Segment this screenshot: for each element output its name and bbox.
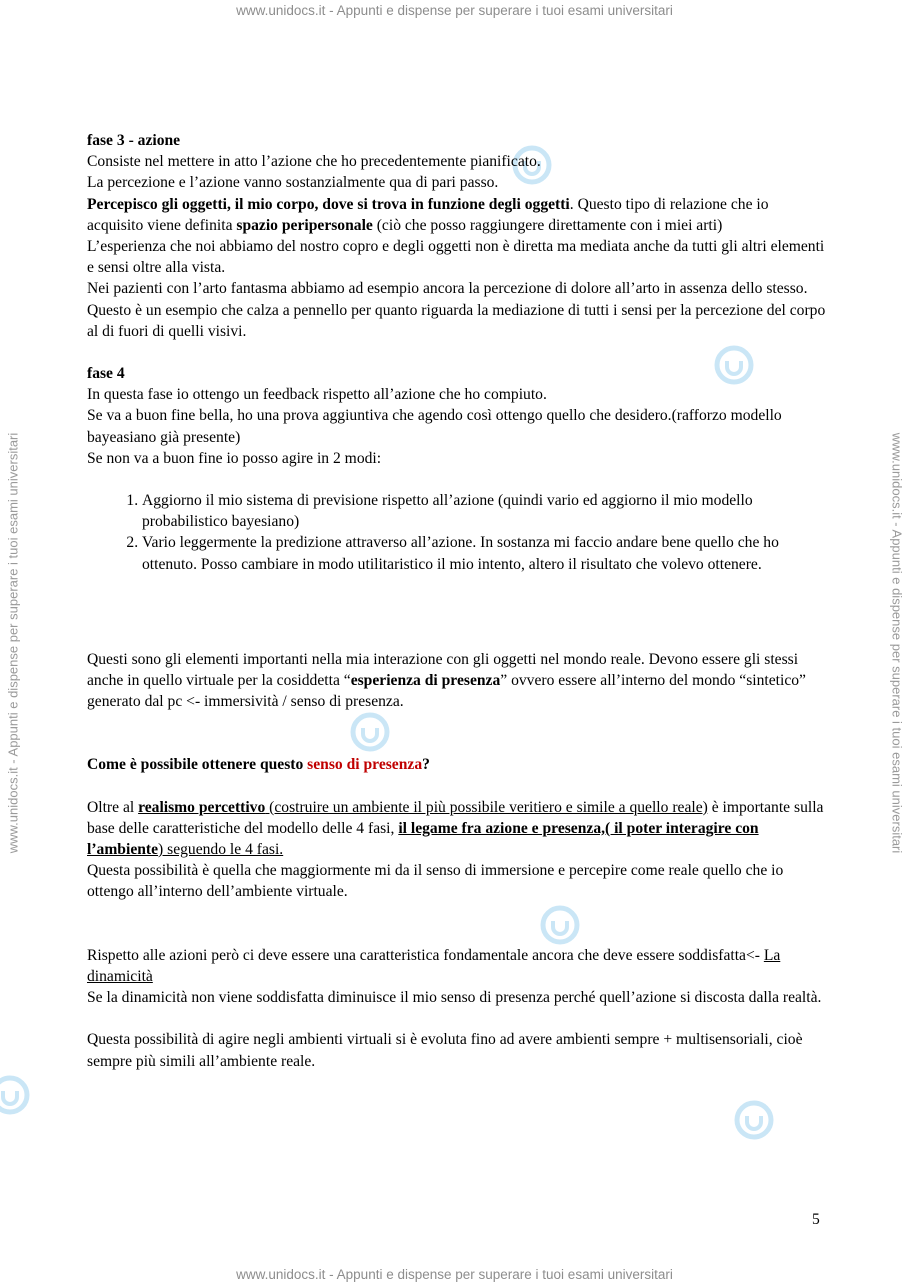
- realism-paragraph: [87, 797, 827, 861]
- fase3-peripersonal-paragraph: [87, 194, 827, 236]
- fase4-line2: Se va a buon fine bella, ho una prova aggiuntiva che agendo così ottengo quello che desidero.(rafforzo modello bayeasiano già presente): [87, 407, 782, 446]
- watermark-bottom: www.unidocs.it - Appunti e dispense per superare i tuoi esami universitari: [236, 1267, 673, 1282]
- text: Come è possibile ottenere questo: [87, 756, 308, 774]
- list-item: 2. Vario leggermente la predizione attraverso all’azione. In sostanza mi faccio andare bene quello che ho ottenuto. Posso cambiare in modo utilitaristico il mio intento, altero il risultato che volevo ottenere.: [142, 532, 827, 574]
- text: ?: [422, 756, 430, 774]
- text: Oltre al: [87, 798, 139, 816]
- unidocs-logo-icon: [734, 1100, 774, 1140]
- dynamics-line2: Se la dinamicità non viene soddisfatta diminuisce il mio senso di presenza perché quell’azione si discosta dalla realtà.: [87, 989, 822, 1007]
- fase3-line2: La percezione e l’azione vanno sostanzialmente qua di pari passo.: [87, 174, 499, 192]
- watermark-left: www.unidocs.it - Appunti e dispense per superare i tuoi esami universitari: [5, 432, 21, 854]
- page-number: 5: [812, 1211, 820, 1228]
- bold-term: spazio peripersonale: [236, 216, 373, 234]
- dynamics-paragraph: [87, 945, 827, 987]
- fase3-phantom-limb-paragraph: Nei pazienti con l’arto fantasma abbiamo ad esempio ancora la percezione di dolore all’arto in assenza dello stesso. Questo è un esempio che calza a pennello per quanto riguarda la mediazione di tutti i sensi per la percezione del corpo al di fuori di quelli visivi.: [87, 280, 826, 340]
- fase4-line3: Se non va a buon fine io posso agire in 2 modi:: [87, 449, 382, 467]
- watermark-top: www.unidocs.it - Appunti e dispense per superare i tuoi esami universitari: [236, 3, 673, 18]
- fase3-experience-paragraph: L’esperienza che noi abbiamo del nostro copro e degli oggetti non è diretta ma mediata anche da tutti gli altri elementi e sensi oltre alla vista.: [87, 238, 825, 277]
- list-item: 1. Aggiorno il mio sistema di previsione rispetto all’azione (quindi vario ed aggiorno il mio modello probabilistico bayesiano): [142, 490, 827, 532]
- text: Questi sono gli elementi importanti nella mia interazione con gli oggetti nel mondo reale. Devono essere gli stessi anche in quello virtuale per la cosiddetta “: [87, 650, 799, 690]
- text: (ciò che posso raggiungere direttamente con i miei arti): [372, 216, 723, 234]
- fase3-heading: fase 3 - azione: [87, 132, 181, 149]
- underlined-term: il legame fra azione e presenza,( il poter interagire con l’ambiente: [87, 819, 759, 859]
- text: Rispetto alle azioni però ci deve essere una caratteristica fondamentale ancora che deve essere soddisfatta<-: [87, 946, 764, 964]
- unidocs-logo-icon: [0, 1075, 30, 1115]
- underlined-text: (costruire un ambiente il più possibile veritiero e simile a quello reale): [265, 798, 708, 816]
- presence-question: [87, 754, 827, 775]
- elements-paragraph: [87, 649, 827, 713]
- closing-paragraph: Questa possibilità di agire negli ambienti virtuali si è evoluta fino ad avere ambienti sempre + multisensoriali, cioè sempre più simili all’ambiente reale.: [87, 1031, 803, 1070]
- bold-text: Percepisco gli oggetti, il mio corpo, dove si trova in funzione degli oggetti: [87, 195, 570, 213]
- fase4-heading: fase 4: [87, 365, 125, 383]
- document-body: [87, 130, 827, 1072]
- text: ” ovvero essere all’interno del mondo “sintetico” generato dal pc <- immersività / senso di presenza.: [87, 672, 806, 711]
- underlined-term: realismo percettivo: [138, 798, 266, 816]
- highlight-text: senso di presenza: [307, 756, 423, 774]
- fase4-line1: In questa fase io ottengo un feedback rispetto all’azione che ho compiuto.: [87, 386, 547, 404]
- bold-term: esperienza di presenza: [350, 672, 501, 690]
- text: è importante sulla base delle caratteristiche del modello delle 4 fasi,: [87, 798, 824, 837]
- watermark-right: www.unidocs.it - Appunti e dispense per superare i tuoi esami universitari: [889, 432, 905, 854]
- underlined-text: ) seguendo le 4 fasi.: [158, 841, 284, 859]
- text: . Questo tipo di relazione che io acquisito viene definita: [87, 195, 769, 234]
- fase3-line1: Consiste nel mettere in atto l’azione che ho precedentemente pianificato.: [87, 153, 541, 171]
- underlined-term: La dinamicità: [87, 946, 781, 985]
- immersion-paragraph: Questa possibilità è quella che maggiormente mi da il senso di immersione e percepire come reale quello che io ottengo all’interno dell’ambiente virtuale.: [87, 862, 784, 901]
- fase4-options-list: [87, 490, 827, 575]
